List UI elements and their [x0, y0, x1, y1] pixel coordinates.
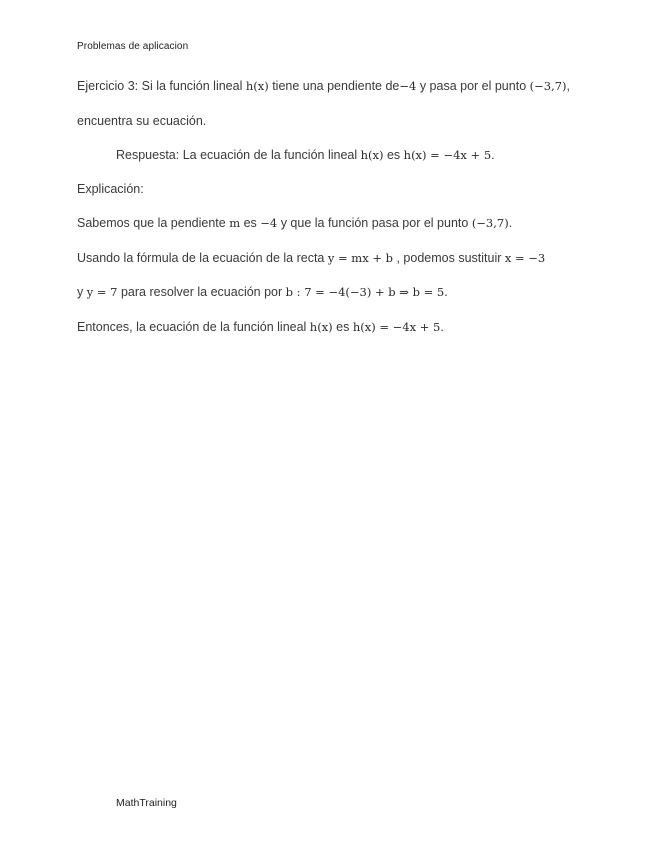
text-segment: tiene una pendiente de [268, 79, 400, 93]
text-segment: , podemos sustituir [393, 251, 505, 265]
math-expression: −4 [399, 79, 417, 93]
exercise-statement-line-2: encuentra su ecuación. [77, 114, 207, 128]
math-expression: h(x) [245, 79, 269, 93]
page-header: Problemas de aplicacion [77, 41, 189, 52]
text-segment: es [383, 148, 404, 162]
math-expression: y = 7 [86, 285, 118, 299]
explanation-title: Explicación: [77, 182, 144, 196]
math-expression: m [229, 216, 241, 230]
text-segment: , [566, 79, 571, 93]
explanation-line-3 [77, 285, 448, 299]
text-segment: y que la función pasa por el punto [277, 216, 472, 230]
text-segment: . [491, 148, 495, 162]
text-segment: . [508, 216, 513, 230]
math-expression: h(x) [309, 320, 333, 334]
math-expression: x = −3 [504, 251, 546, 265]
math-expression: y = mx + b [327, 251, 393, 265]
text-segment: es [240, 216, 261, 230]
exercise-statement-line-1 [77, 79, 570, 93]
math-expression: b : 7 = −4(−3) + b ⇒ b = 5 [285, 285, 445, 299]
explanation-line-4 [77, 320, 444, 334]
math-expression: h(x) = −4x + 5 [403, 148, 492, 162]
text-segment: Usando la fórmula de la ecuación de la recta [77, 251, 328, 265]
text-segment: y pasa por el punto [416, 79, 530, 93]
text-segment: Sabemos que la pendiente [77, 216, 230, 230]
explanation-line-2 [77, 251, 545, 265]
text-segment: para resolver la ecuación por [117, 285, 286, 299]
text-segment: Respuesta: La ecuación de la función lineal [116, 148, 361, 162]
math-expression: h(x) [360, 148, 384, 162]
page-footer: MathTraining [116, 797, 177, 809]
text-segment: . [440, 320, 444, 334]
text-segment: y [77, 285, 87, 299]
text-segment: es [332, 320, 353, 334]
text-segment: Entonces, la ecuación de la función lineal [77, 320, 310, 334]
math-expression: (−3,7) [529, 79, 567, 93]
text-segment: Ejercicio 3: Si la función lineal [77, 79, 246, 93]
explanation-line-1 [77, 216, 512, 230]
answer-line [116, 148, 495, 162]
math-expression: (−3,7) [471, 216, 509, 230]
math-expression: −4 [260, 216, 278, 230]
text-segment: . [444, 285, 448, 299]
math-expression: h(x) = −4x + 5 [352, 320, 441, 334]
